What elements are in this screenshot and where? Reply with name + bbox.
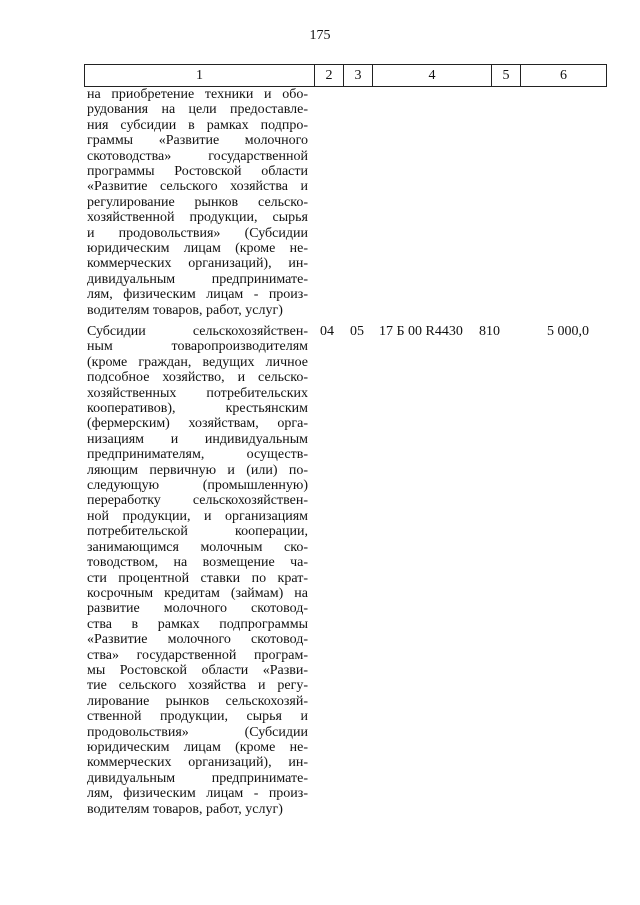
description-line: следующую (промышленную) (87, 478, 308, 494)
description-line: ным товаропроизводителям (87, 339, 308, 355)
subsection-code: 05 (350, 324, 364, 339)
description-line: граммы «Развитие молочного (87, 133, 308, 149)
description-line: лирование рынков сельскохозяй- (87, 693, 308, 709)
section-code: 04 (320, 324, 334, 339)
description-line: рудования на цели предоставле- (87, 102, 308, 118)
description-line: занимающимся молочным ско- (87, 539, 308, 555)
description-line: ляющим первичную и (или) по- (87, 462, 308, 478)
description-line: мы Ростовской области «Разви- (87, 662, 308, 678)
description-line: юридическим лицам (кроме не- (87, 241, 308, 257)
column-header-row (84, 64, 607, 87)
row-description (87, 324, 308, 817)
description-line: Субсидии сельскохозяйствен- (87, 324, 308, 339)
description-line: развитие молочного скотовод- (87, 601, 308, 617)
description-line: и продовольствия» (Субсидии (87, 225, 308, 241)
description-line: водителям товаров, работ, услуг) (87, 801, 283, 817)
expense-type-code: 810 (479, 324, 500, 339)
description-line: хозяйственной продукции, сырья (87, 210, 308, 226)
description-line: подсобное хозяйство, и сельско- (87, 370, 308, 386)
description-line: на приобретение техники и обо- (87, 87, 308, 102)
description-line: коммерческих организаций), ин- (87, 256, 308, 272)
description-line: сти процентной ставки по крат- (87, 570, 308, 586)
description-line: дивидуальным предпринимате- (87, 271, 308, 287)
description-line: кооперативов), крестьянским (87, 401, 308, 417)
column-5-header: 5 (492, 65, 521, 87)
amount-value: 5 000,0 (547, 324, 589, 339)
description-line: продовольствия» (Субсидии (87, 724, 308, 740)
description-line: предпринимателям, осуществ- (87, 447, 308, 463)
description-line: юридическим лицам (кроме не- (87, 739, 308, 755)
target-article-code: 17 Б 00 R4430 (379, 324, 463, 339)
description-line: низациям и индивидуальным (87, 431, 308, 447)
column-3-header: 3 (344, 65, 373, 87)
description-line: хозяйственных потребительских (87, 385, 308, 401)
description-line: косрочным кредитам (займам) на (87, 585, 308, 601)
description-line: (фермерским) хозяйствам, орга- (87, 416, 308, 432)
column-4-header: 4 (373, 65, 492, 87)
description-line: ственной продукции, сырья и (87, 709, 308, 725)
description-line: ства» государственной програм- (87, 647, 308, 663)
description-line: тие сельского хозяйства и регу- (87, 678, 308, 694)
description-line: программы Ростовской области (87, 164, 308, 180)
description-line: лям, физическим лицам - произ- (87, 786, 308, 802)
description-line: дивидуальным предпринимате- (87, 770, 308, 786)
description-line: товодством, на возмещение ча- (87, 555, 308, 571)
column-6-header: 6 (521, 65, 607, 87)
column-2-header: 2 (315, 65, 344, 87)
description-line: коммерческих организаций), ин- (87, 755, 308, 771)
description-line: «Развитие сельского хозяйства и (87, 179, 308, 195)
description-line: (кроме граждан, ведущих личное (87, 354, 308, 370)
description-line: «Развитие молочного скотовод- (87, 632, 308, 648)
page-number: 175 (309, 28, 331, 43)
description-line: ства в рамках подпрограммы (87, 616, 308, 632)
description-line: скотоводства» государственной (87, 148, 308, 164)
description-line: ной продукции, и организациям (87, 508, 308, 524)
description-line: водителям товаров, работ, услуг) (87, 302, 283, 318)
description-line: ния субсидии в рамках подпро- (87, 117, 308, 133)
description-line: лям, физическим лицам - произ- (87, 287, 308, 303)
description-line: потребительской кооперации, (87, 524, 308, 540)
description-line: регулирование рынков сельско- (87, 194, 308, 210)
description-line: переработку сельскохозяйствен- (87, 493, 308, 509)
row-description (87, 87, 308, 318)
column-1-header: 1 (85, 65, 315, 87)
